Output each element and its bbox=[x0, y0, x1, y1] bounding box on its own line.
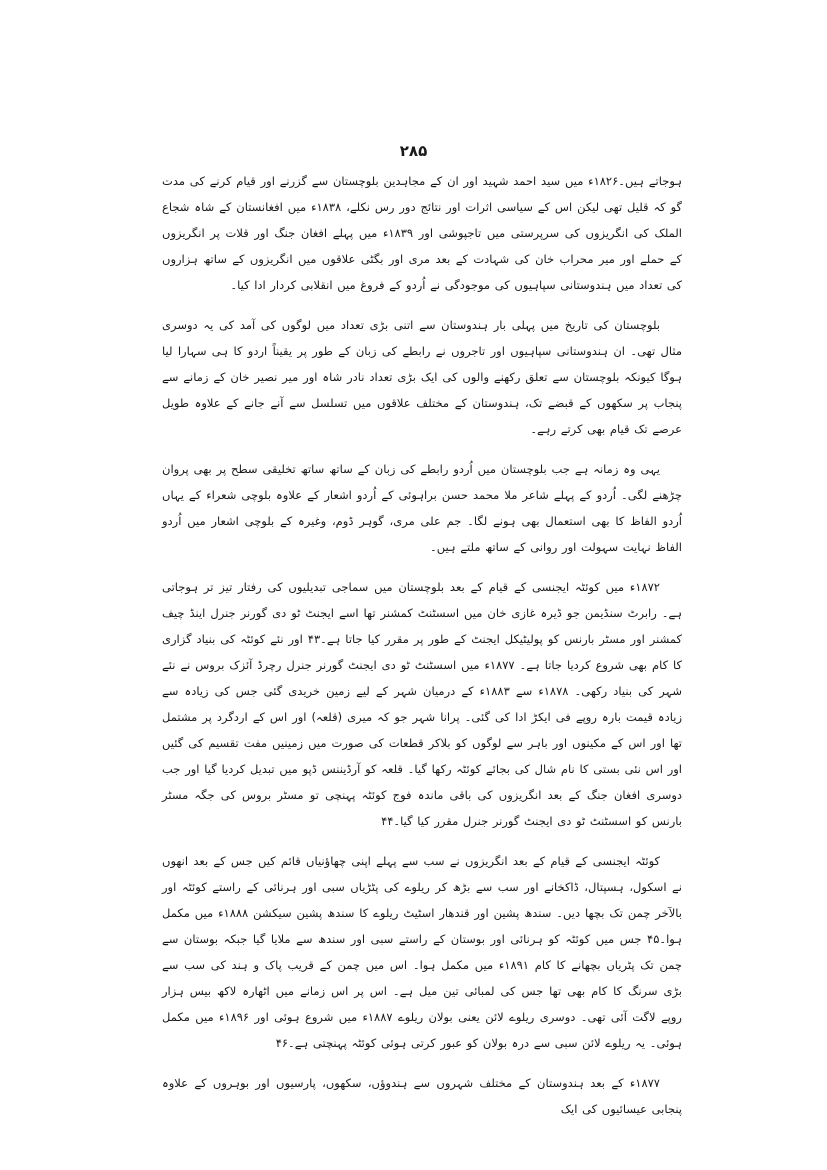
paragraph-5: کوئٹہ ایجنسی کے قیام کے بعد انگریزوں نے سب سے پہلے اپنی چھاؤنیاں قائم کیں جس کے بعد انھوں نے اسکول، ہسپتال، ڈاکخانے اور سب سے بڑھ کر ریلوے کی پٹڑیاں سبی اور ہرنائی کے راستے کوئٹہ اور بالآخر چمن تک بچھا دیں۔ سندھ پشین اور قندھار اسٹیٹ ریلوے کا سندھ پشین سیکشن ۱۸۸۸ء میں مکمل ہوا۔۴۵ جس میں کوئٹہ کو ہرنائی اور بوستان کے راستے سبی اور سندھ سے ملایا گیا جبکہ بوستان سے چمن تک پٹریاں بچھانے کا کام ۱۸۹۱ء میں مکمل ہوا۔ اس میں چمن کے قریب پاک و ہند کی سب سے بڑی سرنگ کا کام بھی تھا جس کی لمبائی تین میل ہے۔ اس پر اس زمانے میں اٹھارہ لاکھ بیس ہزار روپے لاگت آئی تھی۔ دوسری ریلوے لائن یعنی بولان ریلوے ۱۸۸۷ء میں شروع ہوئی اور ۱۸۹۶ء میں مکمل ہوئی۔ یہ ریلوے لائن سبی سے درہ بولان کو عبور کرتی ہوئی کوئٹہ پہنچتی ہے۔۴۶ bbox=[162, 854, 682, 1050]
page-body bbox=[162, 168, 682, 1122]
paragraph-3: یہی وہ زمانہ ہے جب بلوچستان میں اُردو رابطے کی زبان کے ساتھ ساتھ تخلیقی سطح پر بھی پروان چڑھنے لگی۔ اُردو کے پہلے شاعر ملا محمد حسن براہوئی کے اُردو اشعار کے علاوہ بلوچی شعراء کے یہاں اُردو الفاظ کا بھی استعمال بھی ہونے لگا۔ جم علی مری، گوہر ڈوم، وغیرہ کے بلوچی اشعار میں اُردو الفاظ نہایت سہولت اور روانی کے ساتھ ملتے ہیں۔ bbox=[162, 462, 682, 554]
paragraph-1: ہوجاتے ہیں۔۱۸۲۶ء میں سید احمد شہید اور ان کے مجاہدین بلوچستان سے گزرنے اور قیام کرنے کی مدت گو کہ قلیل تھی لیکن اس کے سیاسی اثرات اور نتائج دور رس نکلے، ۱۸۳۸ء میں افغانستان کے شاہ شجاع الملک کی انگریزوں کی سرپرستی میں تاجپوشی اور ۱۸۳۹ء میں پہلے افغان جنگ اور قلات پر انگریزوں کے حملے اور میر محراب خان کی شہادت کے بعد مری اور بگٹی علاقوں میں انگریزوں کے ساتھ ہزاروں کی تعداد میں ہندوستانی سپاہیوں کی موجودگی نے اُردو کے فروغ میں انقلابی کردار ادا کیا۔ bbox=[162, 174, 683, 292]
page-number: ۲۸۵ bbox=[399, 142, 428, 160]
paragraph-4: ۱۸۷۲ء میں کوئٹہ ایجنسی کے قیام کے بعد بلوچستان میں سماجی تبدیلیوں کی رفتار تیز تر ہوجاتی ہے۔ رابرٹ سنڈیمن جو ڈیرہ غازی خان میں اسسٹنٹ کمشنر تھا اسے ایجنٹ ٹو دی گورنر جنرل اینڈ چیف کمشنر اور مسٹر بارنس کو پولیٹیکل ایجنٹ کے طور پر مقرر کیا جاتا ہے۔۴۳ اور نئے کوئٹہ کی بنیاد گزاری کا کام بھی شروع کردیا جاتا ہے۔ ۱۸۷۷ء میں اسسٹنٹ ٹو دی ایجنٹ گورنر جنرل رچرڈ آئزک بروس نے نئے شہر کی بنیاد رکھی۔ ۱۸۷۸ء سے ۱۸۸۳ء کے درمیان شہر کے لیے زمین خریدی گئی جس کی زیادہ سے زیادہ قیمت بارہ روپے فی ایکڑ ادا کی گئی۔ پرانا شہر جو کہ میری (قلعہ) اور اس کے اردگرد پر مشتمل تھا اور اس کے مکینوں اور باہر سے لوگوں کو بلاکر قطعات کی صورت میں زمینیں مفت تقسیم کی گئیں اور اس نئی بستی کا نام شال کی بجائے کوئٹہ رکھا گیا۔ قلعہ کو آرڈیننس ڈپو میں تبدیل کردیا گیا اور جب دوسری افغان جنگ کے بعد انگریزوں کی باقی ماندہ فوج کوئٹہ پہنچی تو مسٹر بروس کی جگہ مسٹر بارنس کو اسسٹنٹ ٹو دی ایجنٹ گورنر جنرل مقرر کیا گیا۔۴۴ bbox=[162, 580, 682, 828]
paragraph-6: ۱۸۷۷ء کے بعد ہندوستان کے مختلف شہروں سے ہندوؤں، سکھوں، پارسیوں اور بوہروں کے علاوہ پنجابی عیسائیوں کی ایک bbox=[162, 1076, 682, 1116]
paragraph-2: بلوچستان کی تاریخ میں پہلی بار ہندوستان سے اتنی بڑی تعداد میں لوگوں کی آمد کی یہ دوسری مثال تھی۔ ان ہندوستانی سپاہیوں اور تاجروں نے رابطے کی زبان کے طور پر یقیناً اردو کا ہی سہارا لیا ہوگا کیونکہ بلوچستان سے تعلق رکھنے والوں کی ایک بڑی تعداد نادر شاہ اور میر نصیر خان کے زمانے سے پنجاب پر سکھوں کے قبضے تک، ہندوستان کے مختلف علاقوں میں تسلسل سے آنے جانے کے علاوہ طویل عرصے تک قیام بھی کرتے رہے۔ bbox=[162, 318, 682, 436]
